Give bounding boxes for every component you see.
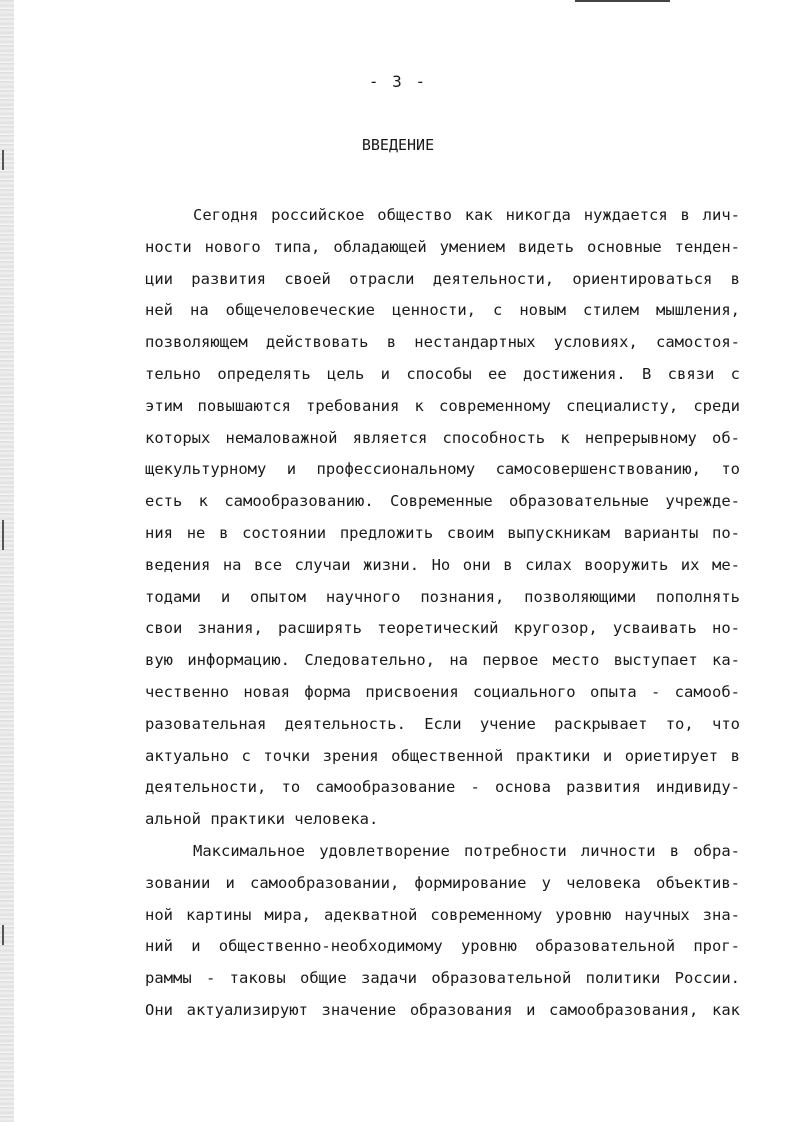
paragraph-line: ции развития своей отрасли деятельности, ориентироваться в <box>145 269 740 288</box>
paragraph-line: Максимальное удовлетворение потребности личности в обра- <box>193 841 740 860</box>
paragraph-line: деятельности, то самообразование - основа развития индивиду- <box>145 778 740 797</box>
paragraph-line: ней на общечеловеческие ценности, с новым стилем мышления, <box>145 301 740 320</box>
paragraph-line: этим повышаются требования к современному специалисту, среди <box>145 396 740 415</box>
paragraph-line: Сегодня российское общество как никогда нуждается в лич- <box>193 206 740 224</box>
paragraph-line: ности нового типа, обладающей умением видеть основные тенден- <box>145 237 740 256</box>
top-rule <box>575 0 670 2</box>
paragraph-line: разовательная деятельность. Если учение раскрывает то, что <box>145 714 740 733</box>
body-text <box>145 200 740 1027</box>
page-number: - 3 - <box>368 72 428 91</box>
paragraph-line: которых немаловажной является способность к непрерывному об- <box>145 428 740 447</box>
paragraph-line: щекультурному и профессиональному самосовершенствованию, то <box>145 460 740 479</box>
paragraph-line: чественно новая форма присвоения социального опыта - самооб- <box>145 682 740 701</box>
section-heading: ВВЕДЕНИЕ <box>361 136 435 154</box>
paragraph-line: Они актуализируют значение образования и самообразования, как <box>145 1000 740 1019</box>
paragraph-line: есть к самообразованию. Современные образовательные учрежде- <box>145 492 740 511</box>
paragraph-line: зовании и самообразовании, формирование у человека объектив- <box>145 873 740 892</box>
paragraph-line: ной картины мира, адекватной современному уровню научных зна- <box>145 905 740 924</box>
paragraph-line: ния не в состоянии предложить своим выпускникам варианты по- <box>145 523 740 542</box>
paragraph-line: вую информацию. Следовательно, на первое место выступает ка- <box>145 651 740 670</box>
scan-edge-mark <box>2 520 4 550</box>
paragraph-line: тодами и опытом научного познания, позволяющими пополнять <box>145 587 740 606</box>
paragraph-line: альной практики человека. <box>145 810 379 829</box>
paragraph-line: ведения на все случаи жизни. Но они в силах вооружить их ме- <box>145 555 740 574</box>
paragraph-line: ний и общественно-необходимому уровню образовательной прог- <box>145 937 740 956</box>
paragraph-line: позволяющем действовать в нестандартных условиях, самостоя- <box>145 333 740 352</box>
paragraph-line: раммы - таковы общие задачи образовательной политики России. <box>145 969 740 988</box>
paragraph-line: свои знания, расширять теоретический кругозор, усваивать но- <box>145 619 740 638</box>
scan-edge-mark <box>2 925 4 945</box>
paragraph-line: актуально с точки зрения общественной практики и ориетирует в <box>145 746 740 765</box>
paragraph-line: тельно определять цель и способы ее достижения. В связи с <box>145 364 740 383</box>
